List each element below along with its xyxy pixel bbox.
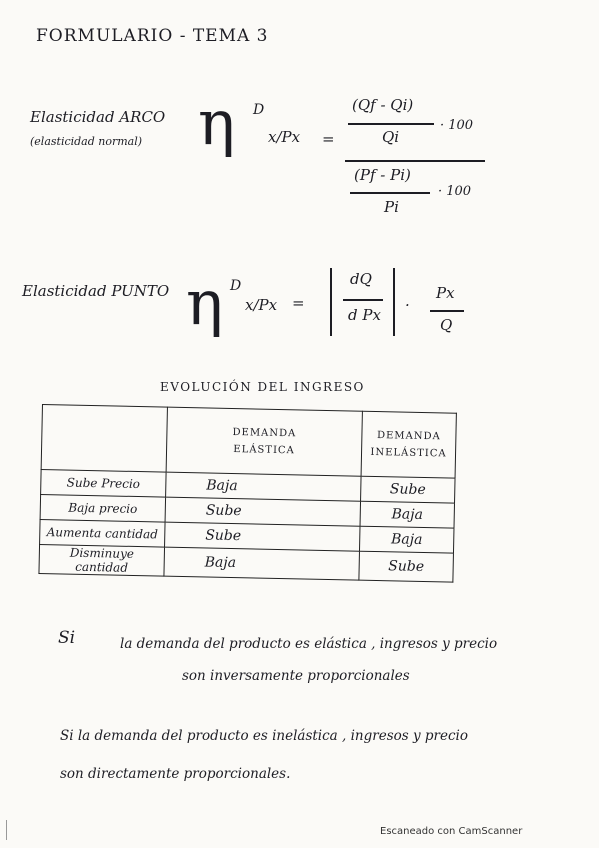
header-inelastic-line1: DEMANDA (376, 430, 441, 443)
arco-subscript: x/Px (268, 128, 301, 146)
punto-dot: · (405, 296, 410, 314)
arco-num-bottom: Qi (382, 128, 400, 146)
cell-elastic: Baja (166, 472, 361, 501)
cell-inelastic: Sube (361, 476, 456, 503)
arco-num-top: (Qf - Qi) (352, 96, 414, 114)
row-label: Disminuye cantidad (39, 544, 165, 576)
punto-subscript: x/Px (245, 296, 278, 314)
cell-elastic: Sube (165, 522, 360, 551)
punto-superscript: D (230, 278, 242, 294)
arco-sublabel: (elasticidad normal) (30, 135, 143, 148)
punto-px: Px (436, 284, 455, 302)
punto-eta-symbol: η (186, 266, 224, 339)
arco-eta-symbol: η (198, 86, 236, 159)
header-elastic-line2: ELÁSTICA (233, 444, 295, 457)
cell-inelastic: Baja (360, 501, 455, 528)
arco-den-top: (Pf - Pi) (354, 166, 411, 184)
header-empty-cell (41, 405, 167, 473)
punto-dq: dQ (350, 270, 372, 288)
arco-den-bottom: Pi (384, 198, 399, 216)
arco-den-fraction-line (350, 192, 430, 194)
arco-label: Elasticidad ARCO (30, 108, 166, 126)
cell-inelastic: Baja (359, 526, 454, 553)
abs-bar-left (330, 268, 332, 336)
page-edge-mark (6, 820, 7, 840)
cell-inelastic: Sube (359, 551, 454, 582)
cell-elastic: Baja (164, 547, 360, 580)
note2-line1: Si la demanda del producto es inelástica , ingresos y precio (60, 728, 468, 744)
page-title: FORMULARIO - TEMA 3 (36, 26, 269, 46)
scanner-watermark: Escaneado con CamScanner (380, 826, 523, 837)
income-evolution-table (38, 404, 456, 583)
header-inelastic (361, 411, 456, 478)
arco-times-100-a: · 100 (440, 118, 474, 133)
punto-label: Elasticidad PUNTO (22, 282, 170, 300)
punto-deriv-line (343, 299, 383, 301)
note1-line2: son inversamente proporcionales (182, 668, 410, 684)
arco-superscript: D (253, 102, 265, 118)
punto-dpx: d Px (348, 306, 381, 324)
table-header-row (41, 405, 456, 479)
cell-elastic: Sube (165, 497, 360, 526)
row-label: Sube Precio (41, 469, 166, 497)
table-title: EVOLUCIÓN DEL INGRESO (160, 380, 365, 394)
arco-num-fraction-line (348, 123, 434, 125)
arco-equals: = (322, 130, 335, 148)
header-elastic-line1: DEMANDA (232, 426, 297, 440)
abs-bar-right (393, 268, 395, 336)
note2-line2: son directamente proporcionales. (60, 766, 291, 782)
note1-line1: la demanda del producto es elástica , ingresos y precio (120, 636, 498, 652)
punto-q: Q (440, 316, 453, 334)
punto-px-line (430, 310, 464, 312)
row-label: Aumenta cantidad (40, 519, 165, 547)
punto-equals: = (292, 294, 305, 312)
arco-times-100-b: · 100 (438, 184, 472, 199)
header-inelastic-line2: INELÁSTICA (370, 446, 447, 460)
arco-main-fraction-line (345, 160, 485, 162)
note1-si: Si (58, 628, 76, 648)
row-label: Baja precio (40, 494, 165, 522)
header-elastic (166, 407, 362, 476)
